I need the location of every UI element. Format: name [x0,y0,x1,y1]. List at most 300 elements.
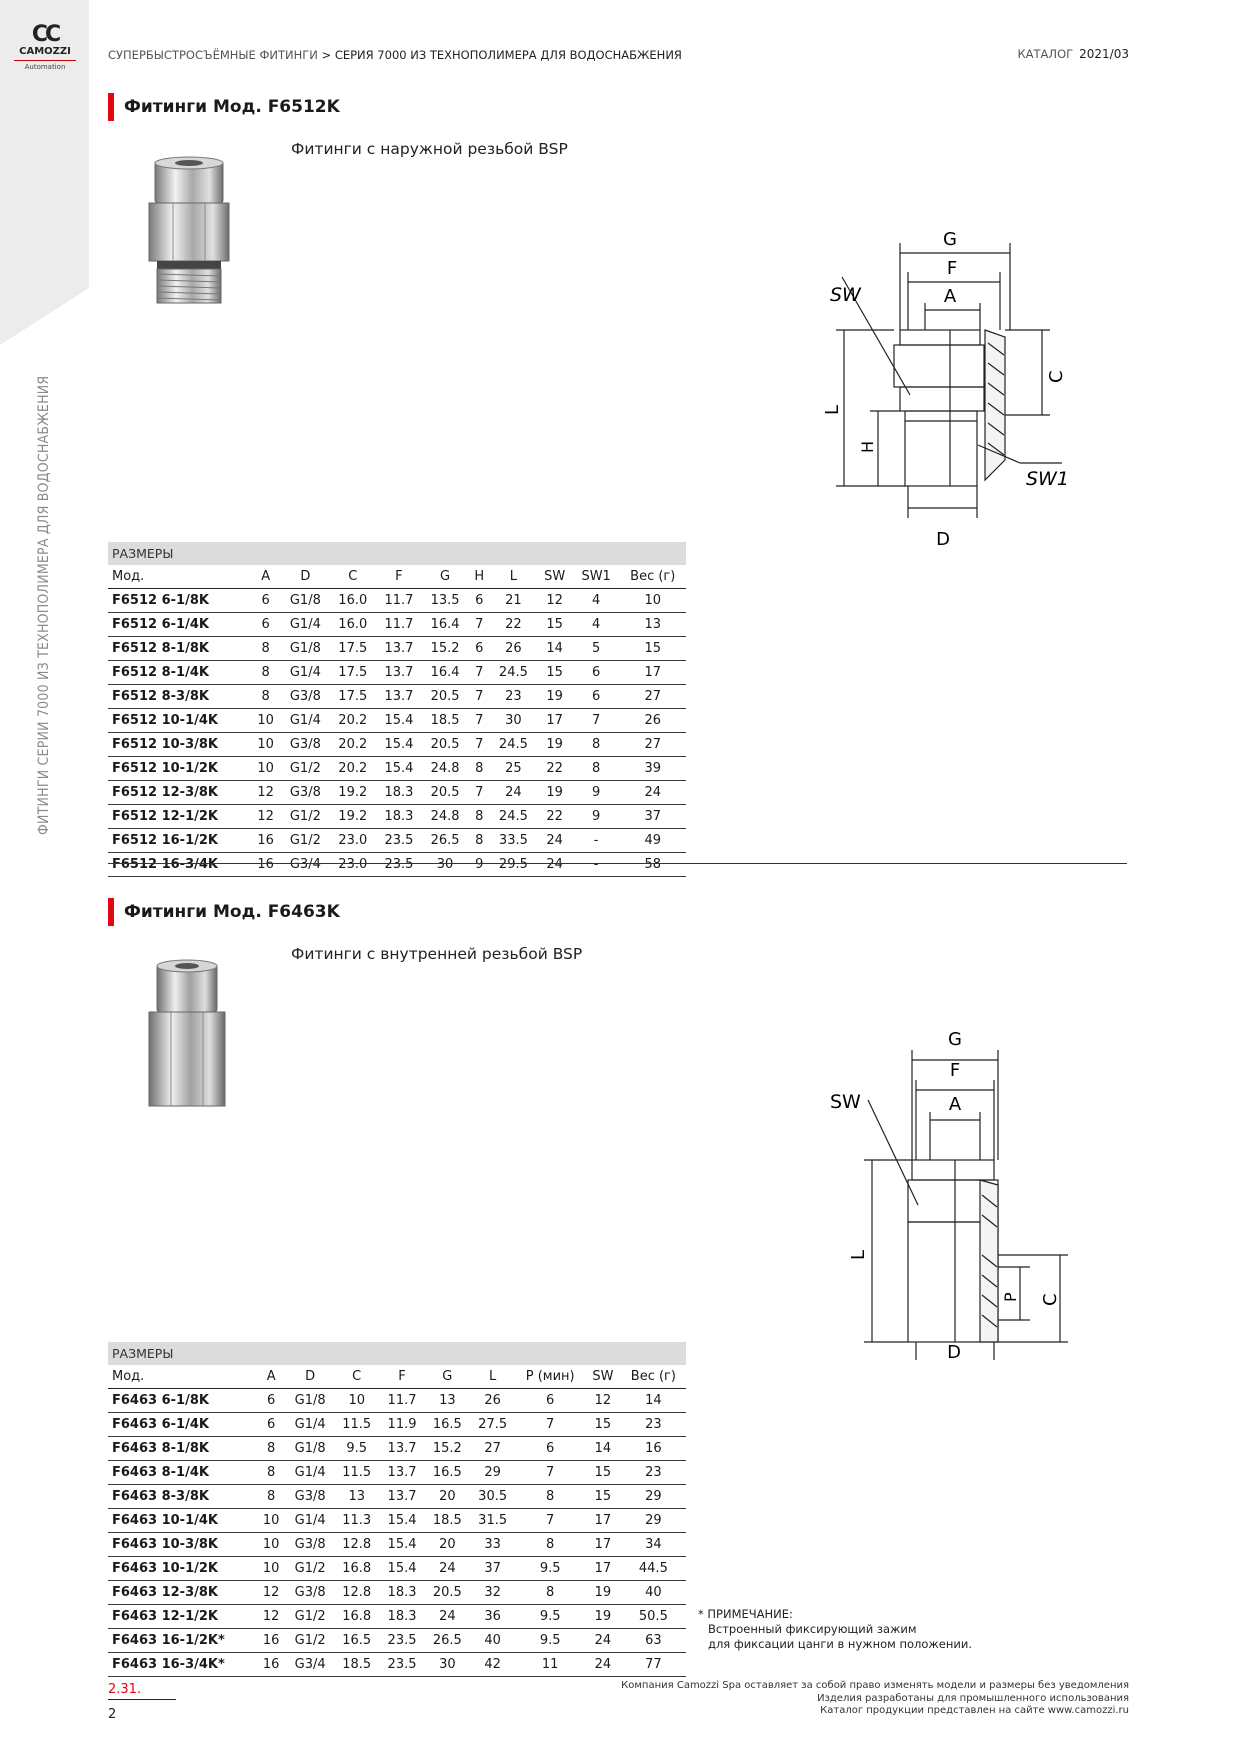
table-cell: 50.5 [621,1605,686,1629]
column-header: F [379,1365,424,1389]
dim-label-d: D [936,529,950,550]
dim-label-sw: SW [830,1091,861,1113]
table-cell: 24 [585,1629,621,1653]
dim-label-p: P [1001,1292,1020,1302]
table-cell: G1/8 [281,637,330,661]
model-cell: F6512 10-1/2K [108,757,250,781]
table-cell: 40 [621,1581,686,1605]
table-cell: 26.5 [425,1629,470,1653]
table-cell: G3/8 [286,1581,334,1605]
table-row [108,661,686,685]
table-row [108,589,686,613]
page-reference-line [108,1699,176,1700]
table-cell: 30 [425,1653,470,1677]
table-cell: 18.3 [379,1581,424,1605]
table-cell: 24 [425,1605,470,1629]
column-header: C [334,1365,379,1389]
table-cell: 16.0 [330,613,376,637]
dim-label-c: C [1040,1293,1061,1306]
model-cell: F6512 12-3/8K [108,781,250,805]
section1-title: Фитинги Мод. F6512K [108,93,340,121]
table-row [108,1485,686,1509]
dim-label-g: G [948,1029,962,1050]
table-cell: 24 [536,829,572,853]
product-photo-f6512k [145,155,245,315]
table-row [108,685,686,709]
table-row [108,1653,686,1677]
table-cell: 15.4 [379,1557,424,1581]
table-cell: 8 [256,1437,286,1461]
table-cell: 7 [468,661,490,685]
dim-label-l: L [822,404,843,415]
table-cell: 34 [621,1533,686,1557]
table-cell: 24 [490,781,536,805]
table-cell: 6 [468,637,490,661]
table-cell: 12 [250,805,281,829]
table-cell: 15.4 [376,757,422,781]
table-cell: 23.5 [379,1653,424,1677]
table-cell: 8 [515,1533,585,1557]
table-cell: G3/8 [286,1485,334,1509]
table-cell: 33.5 [490,829,536,853]
logo-mark: CC [31,22,59,47]
table-row [108,853,686,877]
table-cell: 16 [256,1629,286,1653]
page-reference: 2.31. [108,1682,142,1697]
catalog-label: КАТАЛОГ [1017,47,1074,61]
table-cell: 10 [256,1533,286,1557]
column-header: D [281,565,330,589]
table-cell: 58 [620,853,687,877]
table-cell: 7 [515,1413,585,1437]
table-cell: 7 [468,781,490,805]
table-cell: 17 [585,1557,621,1581]
technical-drawing-f6463k [820,1020,1120,1360]
table-cell: 37 [620,805,687,829]
table-cell: 13 [620,613,687,637]
table-cell: 18.5 [425,1509,470,1533]
table-cell: 16 [256,1653,286,1677]
table-cell: 29.5 [490,853,536,877]
table-cell: 18.3 [379,1605,424,1629]
table-row [108,1581,686,1605]
table-cell: G3/4 [281,853,330,877]
camozzi-logo [14,24,76,72]
table-cell: 18.3 [376,805,422,829]
table-cell: 7 [468,685,490,709]
column-header: Вес (г) [620,565,687,589]
table-cell: G3/8 [286,1533,334,1557]
table-cell: 14 [536,637,572,661]
dim-label-g: G [943,229,957,250]
model-cell: F6512 6-1/8K [108,589,250,613]
table-cell: 21 [490,589,536,613]
table-cell: 27 [470,1437,515,1461]
catalog-info [1018,47,1130,61]
table-cell: 30 [422,853,468,877]
model-cell: F6512 8-3/8K [108,685,250,709]
table-cell: 18.5 [422,709,468,733]
table-cell: 12 [256,1605,286,1629]
table-cell: 9 [468,853,490,877]
table-cell: - [573,829,620,853]
table-cell: 26.5 [422,829,468,853]
table-cell: 10 [256,1557,286,1581]
table-cell: 24.8 [422,757,468,781]
column-header: D [286,1365,334,1389]
table-cell: 32 [470,1581,515,1605]
table-cell: 24.5 [490,805,536,829]
table-cell: 19 [536,733,572,757]
table-cell: 77 [621,1653,686,1677]
table-cell: 19.2 [330,781,376,805]
table-cell: 19 [585,1581,621,1605]
table-row [108,1533,686,1557]
model-cell: F6463 12-1/2K [108,1605,256,1629]
table-cell: 17 [585,1533,621,1557]
table-row [108,1509,686,1533]
table-cell: 10 [250,733,281,757]
footer-line-2: Изделия разработаны для промышленного использования [817,1692,1129,1704]
breadcrumb-separator: > [321,48,332,62]
table-cell: 23.5 [376,829,422,853]
table-cell: 8 [468,829,490,853]
table-cell: 29 [470,1461,515,1485]
table-cell: 20.2 [330,709,376,733]
table-cell: 13.5 [422,589,468,613]
table-cell: 15.4 [376,733,422,757]
dim-label-sw: SW [830,284,861,306]
table-cell: 12.8 [334,1581,379,1605]
table-cell: 16.8 [334,1557,379,1581]
table-cell: 24.8 [422,805,468,829]
model-cell: F6463 8-1/4K [108,1461,256,1485]
table-cell: 17 [620,661,687,685]
table-cell: 31.5 [470,1509,515,1533]
column-header: L [490,565,536,589]
table-cell: 11 [515,1653,585,1677]
logo-name: CAMOZZI [19,46,71,57]
table-row [108,1557,686,1581]
table-cell: 36 [470,1605,515,1629]
table-caption: РАЗМЕРЫ [108,1342,686,1365]
table-cell: 13.7 [376,661,422,685]
dim-label-f: F [949,1060,961,1081]
table-cell: G1/8 [286,1437,334,1461]
table-row [108,757,686,781]
table-cell: G1/8 [281,589,330,613]
table-cell: 6 [256,1413,286,1437]
table-cell: 15 [620,637,687,661]
table-cell: 6 [250,613,281,637]
table-cell: 22 [490,613,536,637]
model-cell: F6512 16-1/2K [108,829,250,853]
model-cell: F6512 6-1/4K [108,613,250,637]
table-cell: 12 [256,1581,286,1605]
table-cell: 23 [621,1413,686,1437]
table-cell: G1/4 [281,661,330,685]
table-cell: 20.2 [330,733,376,757]
table-cell: 17 [536,709,572,733]
table-cell: 16 [621,1437,686,1461]
table-cell: 15 [536,613,572,637]
table-cell: 15 [585,1413,621,1437]
table-cell: 6 [256,1389,286,1413]
table-row [108,733,686,757]
table-cell: 8 [250,661,281,685]
table-cell: 8 [256,1485,286,1509]
table-cell: 11.5 [334,1413,379,1437]
model-cell: F6463 6-1/8K [108,1389,256,1413]
note-line-1: Встроенный фиксирующий зажим [708,1622,917,1636]
model-cell: F6512 8-1/8K [108,637,250,661]
table-cell: 7 [515,1461,585,1485]
table-cell: 29 [621,1485,686,1509]
table-cell: 15.4 [376,709,422,733]
table-cell: 23 [621,1461,686,1485]
table-cell: 7 [515,1509,585,1533]
column-header: Мод. [108,565,250,589]
table-cell: 11.7 [376,613,422,637]
table-cell: 20.5 [422,781,468,805]
column-header: Вес (г) [621,1365,686,1389]
catalog-year: 2021/03 [1079,47,1129,61]
table-cell: 16.8 [334,1605,379,1629]
model-cell: F6512 12-1/2K [108,805,250,829]
table-cell: 23 [490,685,536,709]
table-cell: 9 [573,781,620,805]
table-cell: 16.5 [425,1413,470,1437]
table-row [108,637,686,661]
technical-drawing-f6512k [800,225,1130,565]
table-cell: 12 [585,1389,621,1413]
table-cell: 5 [573,637,620,661]
table-cell: 23.0 [330,853,376,877]
table-cell: 15.4 [379,1509,424,1533]
column-header: G [425,1365,470,1389]
note-line-2: для фиксации цанги в нужном положении. [708,1637,972,1651]
table-cell: G1/2 [286,1557,334,1581]
table-cell: G1/4 [286,1509,334,1533]
table-cell: 7 [468,709,490,733]
table-row [108,829,686,853]
table-cell: 10 [256,1509,286,1533]
table-cell: 18.5 [334,1653,379,1677]
footer-line-3: Каталог продукции представлен на сайте www.camozzi.ru [820,1705,1129,1716]
table-cell: 8 [515,1485,585,1509]
table-cell: 27 [620,685,687,709]
table-cell: 8 [468,805,490,829]
dim-label-d: D [947,1342,961,1360]
model-cell: F6512 10-1/4K [108,709,250,733]
table-cell: 15 [585,1485,621,1509]
model-cell: F6463 6-1/4K [108,1413,256,1437]
column-header: A [256,1365,286,1389]
table-cell: 39 [620,757,687,781]
model-cell: F6463 16-3/4K* [108,1653,256,1677]
table-cell: 16.4 [422,661,468,685]
table-cell: 14 [585,1437,621,1461]
table-cell: 20.5 [422,685,468,709]
table-caption: РАЗМЕРЫ [108,542,686,565]
table-cell: G1/8 [286,1389,334,1413]
section2-title: Фитинги Мод. F6463K [108,898,340,926]
table-cell: 15.2 [425,1437,470,1461]
model-cell: F6463 10-1/2K [108,1557,256,1581]
table-cell: G1/2 [281,805,330,829]
table-cell: 9.5 [334,1437,379,1461]
column-header: SW1 [573,565,620,589]
column-header: G [422,565,468,589]
dim-label-f: F [946,258,958,279]
table-cell: 16 [250,853,281,877]
table-cell: 22 [536,757,572,781]
table-cell: 23.0 [330,829,376,853]
table-cell: 8 [573,757,620,781]
table-cell: 4 [573,613,620,637]
table-cell: G1/2 [286,1605,334,1629]
table-cell: 44.5 [621,1557,686,1581]
table-cell: 24 [620,781,687,805]
sidebar-vertical-title: ФИТИНГИ СЕРИИ 7000 ИЗ ТЕХНОПОЛИМЕРА ДЛЯ ВОДОСНАБЖЕНИЯ [36,375,52,835]
footer-disclaimer [621,1680,1129,1718]
table-cell: 11.7 [376,589,422,613]
table-cell: 13.7 [376,637,422,661]
column-header: L [470,1365,515,1389]
table-cell: 13 [334,1485,379,1509]
table-cell: 20.2 [330,757,376,781]
section2-subtitle: Фитинги с внутренней резьбой BSP [291,945,583,963]
table-cell: 13.7 [379,1485,424,1509]
table-cell: 19 [536,685,572,709]
table-row [108,1629,686,1653]
table-cell: 15 [536,661,572,685]
table-cell: 19.2 [330,805,376,829]
table-cell: 15.2 [422,637,468,661]
model-cell: F6463 10-1/4K [108,1509,256,1533]
table-cell: 29 [621,1509,686,1533]
table-cell: 27 [620,733,687,757]
table-cell: 12 [250,781,281,805]
section1-subtitle: Фитинги с наружной резьбой BSP [291,140,568,158]
table-cell: 6 [515,1437,585,1461]
table-cell: 11.3 [334,1509,379,1533]
table-cell: - [573,853,620,877]
dim-label-a: A [943,286,957,307]
table-cell: 10 [250,757,281,781]
table-cell: 6 [515,1389,585,1413]
table-cell: 26 [490,637,536,661]
table-row [108,613,686,637]
table-cell: 10 [334,1389,379,1413]
table-cell: 9.5 [515,1557,585,1581]
table-cell: 25 [490,757,536,781]
dimensions-table-f6512k [108,542,686,877]
table-cell: 23.5 [379,1629,424,1653]
table-row [108,1389,686,1413]
note [698,1607,972,1652]
table-cell: 9.5 [515,1605,585,1629]
table-cell: 24.5 [490,661,536,685]
table-cell: 8 [250,637,281,661]
model-cell: F6463 8-3/8K [108,1485,256,1509]
table-cell: 6 [250,589,281,613]
table-cell: 27.5 [470,1413,515,1437]
table-cell: G1/4 [281,613,330,637]
table-row [108,781,686,805]
dim-label-h: H [858,440,877,453]
table-cell: 7 [468,733,490,757]
table-cell: 30 [490,709,536,733]
table-cell: 24 [585,1653,621,1677]
table-cell: G3/8 [281,781,330,805]
table-cell: 6 [573,685,620,709]
table-cell: 26 [620,709,687,733]
table-cell: 16.4 [422,613,468,637]
column-header: H [468,565,490,589]
table-row [108,1461,686,1485]
column-header: SW [536,565,572,589]
table-cell: 20.5 [425,1581,470,1605]
column-header: F [376,565,422,589]
footer-line-1: Компания Camozzi Spa оставляет за собой право изменять модели и размеры без уведомления [621,1680,1129,1691]
table-cell: 4 [573,589,620,613]
table-cell: 24 [536,853,572,877]
table-cell: 8 [468,757,490,781]
table-cell: 42 [470,1653,515,1677]
dimensions-table-f6463k [108,1342,686,1677]
section-divider [108,863,1127,864]
table-cell: 7 [468,613,490,637]
table-cell: 49 [620,829,687,853]
table-cell: 6 [468,589,490,613]
table-cell: 20.5 [422,733,468,757]
model-cell: F6512 10-3/8K [108,733,250,757]
dim-label-l: L [848,1249,869,1260]
breadcrumb-2: СЕРИЯ 7000 ИЗ ТЕХНОПОЛИМЕРА ДЛЯ ВОДОСНАБЖЕНИЯ [334,48,682,62]
column-header: P (мин) [515,1365,585,1389]
table-cell: 37 [470,1557,515,1581]
table-cell: 22 [536,805,572,829]
table-cell: 19 [585,1605,621,1629]
product-photo-f6463k [143,958,233,1118]
table-cell: 8 [256,1461,286,1485]
table-row [108,1437,686,1461]
table-cell: 9 [573,805,620,829]
page-number: 2 [108,1707,117,1722]
table-cell: 13 [425,1389,470,1413]
table-cell: 8 [573,733,620,757]
table-cell: 17.5 [330,661,376,685]
table-cell: 12.8 [334,1533,379,1557]
table-cell: 20 [425,1485,470,1509]
table-row [108,1413,686,1437]
table-cell: 30.5 [470,1485,515,1509]
table-cell: 17.5 [330,637,376,661]
column-header: A [250,565,281,589]
table-cell: 11.7 [379,1389,424,1413]
column-header: Мод. [108,1365,256,1389]
table-cell: 6 [573,661,620,685]
table-cell: 24 [425,1557,470,1581]
column-header: SW [585,1365,621,1389]
table-cell: G1/4 [286,1413,334,1437]
table-cell: 15 [585,1461,621,1485]
model-cell: F6512 16-3/4K [108,853,250,877]
table-row [108,709,686,733]
table-cell: G1/4 [286,1461,334,1485]
model-cell: F6463 16-1/2K* [108,1629,256,1653]
